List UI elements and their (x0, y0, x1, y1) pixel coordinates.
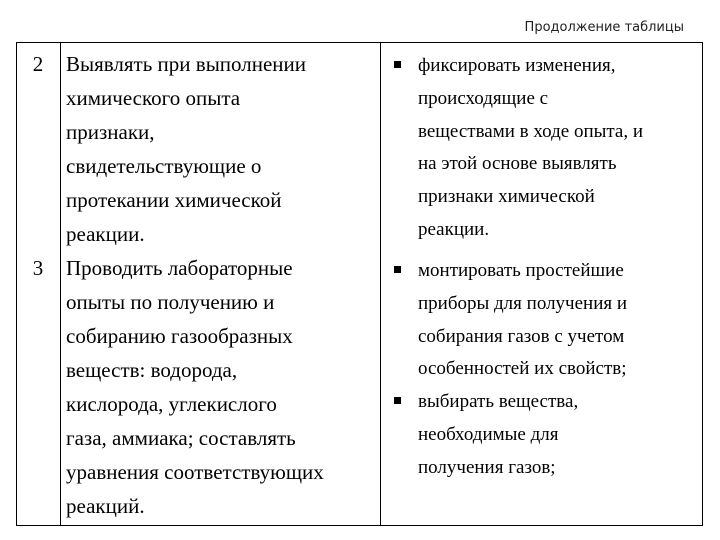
requirement-line: уравнения соответствующих (66, 460, 324, 484)
requirement-line: Проводить лабораторные (66, 256, 293, 280)
skill-line: монтировать простейшие (418, 260, 624, 281)
skill-line: приборы для получения и (418, 292, 628, 314)
skill-item (388, 50, 700, 247)
table-border-top (16, 42, 703, 43)
skill-line: на этой основе выявлять (418, 153, 617, 175)
requirement-line: кислорода, углекислого (66, 392, 277, 416)
requirement-line: собиранию газообразных (66, 324, 293, 348)
skill-line: особенностей их свойств; (418, 358, 627, 380)
table-border-bottom (16, 525, 703, 526)
requirement-line: опыты по получению и (66, 290, 275, 314)
requirement-line: химического опыта (66, 86, 241, 110)
skill-item (388, 255, 700, 386)
skill-line: веществами в ходе опыта, и (418, 120, 644, 142)
skill-line: получения газов; (418, 456, 556, 478)
skill-line: собирания газов с учетом (418, 325, 625, 347)
requirement-line: веществ: водорода, (66, 358, 238, 382)
requirement-line: реакции. (66, 222, 145, 246)
requirement-line: газа, аммиака; составлять (66, 426, 296, 450)
requirement-line: свидетельствующие о (66, 154, 262, 178)
skills-cell (388, 255, 700, 485)
requirement-line: протекании химической (66, 188, 282, 212)
skill-line: признаки химической (418, 186, 595, 208)
table-border-right (702, 42, 703, 526)
skill-item (388, 386, 700, 484)
skill-line: выбирать вещества, (418, 391, 579, 413)
requirement-cell (66, 47, 374, 251)
bullet-icon (394, 397, 401, 404)
skill-line: необходимые для (418, 423, 559, 445)
requirement-line: реакций. (66, 494, 145, 518)
table-divider-skills (380, 42, 381, 526)
skill-line: реакции. (418, 218, 490, 240)
bullet-icon (394, 266, 401, 273)
row-number: 2 (32, 52, 44, 76)
table-divider-number (60, 42, 61, 526)
skill-line: фиксировать изменения, (418, 55, 616, 76)
requirement-line: признаки, (66, 120, 155, 144)
requirement-line: Выявлять при выполнении (66, 52, 307, 76)
requirement-cell (66, 251, 374, 523)
bullet-icon (394, 61, 401, 68)
competency-table (16, 42, 703, 526)
table-continuation-caption: Продолжение таблицы (524, 20, 684, 35)
row-number: 3 (32, 256, 44, 280)
skill-line: происходящие с (418, 87, 549, 109)
skills-cell (388, 50, 700, 247)
